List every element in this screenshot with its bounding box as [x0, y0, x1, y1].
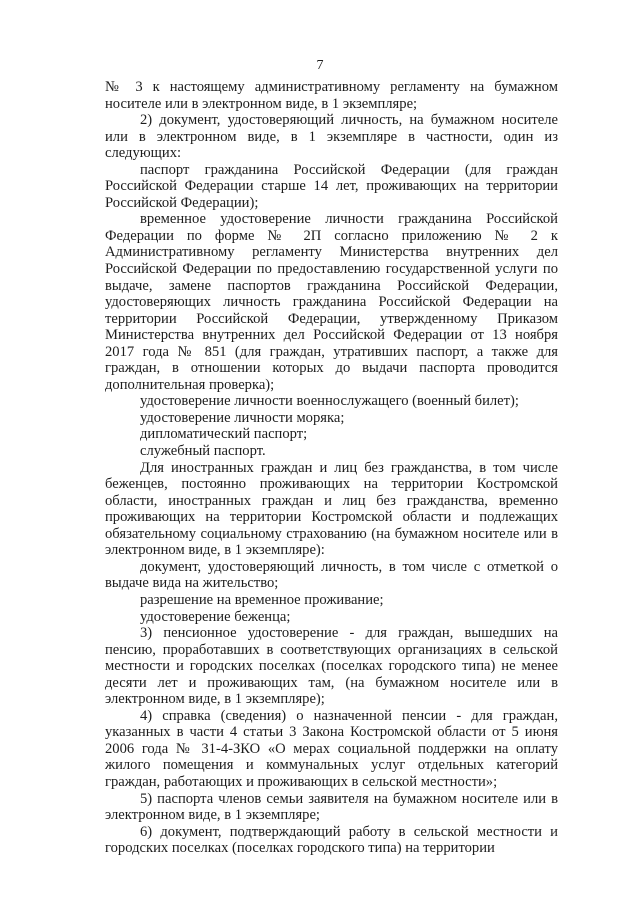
paragraph: удостоверение беженца;	[140, 608, 291, 625]
paragraph: 4) справка (сведения) о назначенной пенсии - для граждан, указанных в части 4 статьи 3 Закона Костромской области от 5 июня 2006 года № 31-4-ЗКО «О мерах социальной поддержки на оплату жилого помещения и коммунальных услуг отдельных категорий граждан, работающих и проживающих в сельской местности»;	[105, 707, 558, 790]
paragraph: временное удостоверение личности гражданина Российской Федерации по форме № 2П согласно приложению № 2 к Административному регламенту Министерства внутренних дел Российской Федерации по предоставлению государственной услуги по выдаче, замене паспортов гражданина Российской Федерации, удостоверяющих личность гражданина Российской Федерации на территории Российской Федерации, утвержденному Приказом Министерства внутренних дел Российской Федерации от 13 ноября 2017 года № 851 (для граждан, утративших паспорт, а также для граждан, в отношении которых до выдачи паспорта проводится дополнительная проверка);	[105, 211, 558, 393]
paragraph: 5) паспорта членов семьи заявителя на бумажном носителе или в электронном виде, в 1 экземпляре;	[105, 790, 558, 824]
paragraph: документ, удостоверяющий личность, в том числе с отметкой о выдаче вида на жительство;	[105, 558, 558, 592]
paragraph: 2) документ, удостоверяющий личность, на бумажном носителе или в электронном виде, в 1 экземпляре в частности, один из следующих:	[105, 112, 558, 162]
paragraph: удостоверение личности моряка;	[140, 409, 345, 426]
paragraph: разрешение на временное проживание;	[140, 591, 384, 608]
paragraph: дипломатический паспорт;	[140, 426, 308, 443]
page-number: 7	[316, 58, 324, 73]
paragraph: 6) документ, подтверждающий работу в сельской местности и городских поселках (поселках городского типа) на территории	[105, 823, 558, 857]
paragraph: удостоверение личности военнослужащего (военный билет);	[140, 393, 519, 410]
paragraph: № 3 к настоящему административному регламенту на бумажном носителе или в электронном виде, в 1 экземпляре;	[105, 79, 558, 112]
paragraph: паспорт гражданина Российской Федерации (для граждан Российской Федерации старше 14 лет, проживающих на территории Российской Федерации);	[105, 161, 558, 211]
paragraph: Для иностранных граждан и лиц без гражданства, в том числе беженцев, постоянно проживающих на территории Костромской области, иностранных граждан и лиц без гражданства, временно проживающих на территории Костромской области и подлежащих обязательному социальному страхованию (на бумажном носителе или в электронном виде, в 1 экземпляре):	[105, 459, 558, 559]
paragraph: 3) пенсионное удостоверение - для граждан, вышедших на пенсию, проработавших в соответствующих организациях в сельской местности и городских поселках (поселках городского типа) не менее десяти лет и проживающих там, (на бумажном носителе или в электронном виде, в 1 экземпляре);	[105, 625, 558, 708]
document-body	[105, 79, 558, 857]
paragraph: служебный паспорт.	[140, 443, 266, 460]
